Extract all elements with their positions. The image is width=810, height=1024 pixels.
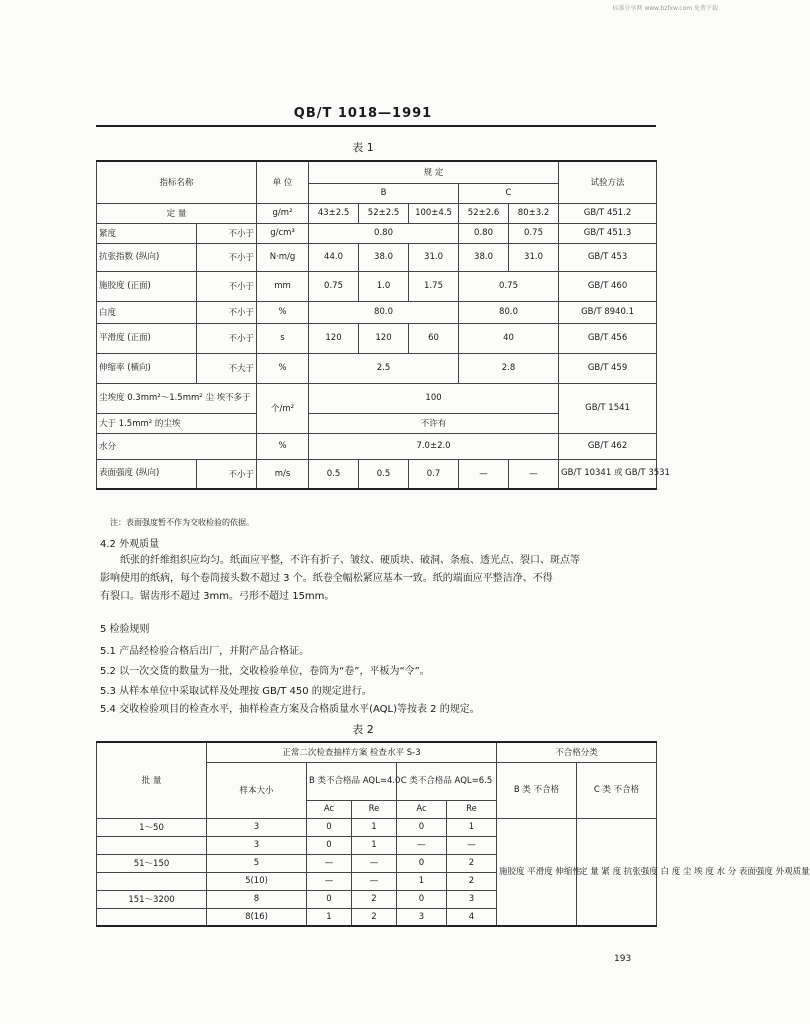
table-row: 水分 % 7.0±2.0 GB/T 462 (97, 433, 657, 459)
watermark: 标准分享网 www.bzfxw.com 免费下载 (612, 5, 718, 12)
table-row: 51～150 5 — — 0 2 (97, 854, 657, 872)
table-row: 151～3200 8 0 2 0 3 (97, 890, 657, 908)
th-batch: 批 量 (97, 742, 207, 818)
table-row: 3 0 1 — — (97, 836, 657, 854)
table1 (96, 160, 670, 490)
c-items: 定 量 紧 度 抗张强度 白 度 尘 埃 度 水 分 表面强度 外观质量 (577, 818, 657, 926)
th-c-nc: C 类不合格品 AQL=6.5 (397, 762, 497, 800)
th-nctype: 不合格分类 (497, 742, 657, 762)
section-title: 4.2 外观质量 (100, 539, 160, 550)
th-b-class: B 类 不合格 (497, 762, 577, 818)
table-row: 定 量 g/m² 43±2.5 52±2.5 100±4.5 52±2.6 80±3.2 GB/T 451.2 (97, 203, 657, 223)
paragraph: 纸张的纤维组织应均匀。纸面应平整，不许有折子、皱纹、硬质块、破洞、条痕、透光点、裂口、斑点等 (120, 555, 580, 566)
table-row: 白度 不小于 % 80.0 80.0 GB/T 8940.1 (97, 301, 657, 323)
clause-5-1: 5.1 产品经检验合格后出厂，并附产品合格证。 (100, 646, 310, 657)
table-row: 8(16) 1 2 3 4 (97, 908, 657, 926)
table-row: 平滑度 (正面) 不小于 s 120 120 60 40 GB/T 456 (97, 323, 657, 353)
section-title: 5 检验规则 (100, 624, 150, 635)
clause-5-3: 5.3 从样本单位中采取试样及处理按 GB/T 450 的规定进行。 (100, 686, 372, 697)
table1-caption: 表 1 (352, 141, 374, 154)
table-row: 紧度 不小于 g/cm³ 0.80 0.80 0.75 GB/T 451.3 (97, 223, 657, 243)
table-row: 伸缩率 (横向) 不大于 % 2.5 2.8 GB/T 459 (97, 353, 657, 383)
header-rule (96, 125, 656, 127)
paragraph: 有裂口。锯齿形不超过 3mm。弓形不超过 15mm。 (100, 591, 335, 602)
th-method: 试验方法 (559, 161, 657, 203)
b-items: 施胶度 平滑度 伸缩性 (497, 818, 577, 926)
table-row: 大于 1.5mm² 的尘埃 不许有 (97, 413, 657, 433)
th-plan: 正常二次检查抽样方案 检查水平 S-3 (207, 742, 497, 762)
th-grade-c: C (459, 183, 559, 203)
th-spec: 规 定 (309, 161, 559, 183)
table-row: 尘埃度 0.3mm²～1.5mm² 尘 埃不多于 个/m² 100 GB/T 1541 (97, 383, 657, 413)
table-row: 抗张指数 (纵向) 不小于 N·m/g 44.0 38.0 31.0 38.0 31.0 GB/T 453 (97, 243, 657, 271)
table2-caption: 表 2 (352, 723, 374, 736)
table-row: 表面强度 (纵向) 不小于 m/s 0.5 0.5 0.7 — — GB/T 10341 或 GB/T 3531 (97, 459, 657, 489)
table-row: 5(10) — — 1 2 (97, 872, 657, 890)
clause-5-2: 5.2 以一次交货的数量为一批，交收检验单位，卷筒为“卷”，平板为“令”。 (100, 666, 430, 677)
table2: 批 量 正常二次检查抽样方案 检查水平 S-3 不合格分类 样本大小 B 类不合格品 AQL=4.0 C 类不合格品 AQL=6.5 B 类 不合格 C 类 不合格 Ac Re Ac Re 1～50 3 0 1 0 1 施胶度 平滑度 伸缩性 定 量 紧 度 抗张强度 白 度 尘 埃 度 水 分 表面强度 外观质量 3 0 1 — — 51～150 5 — — 0 2 5(10) — — 1 2 151～3200 8 0 2 0 3 8(16) 1 2 3 4 (96, 741, 657, 927)
clause-5-4: 5.4 交收检验项目的检查水平，抽样检查方案及合格质量水平(AQL)等按表 2 的规定。 (100, 704, 480, 715)
paragraph: 影响使用的纸病，每个卷筒接头数不超过 3 个。纸卷全幅松紧应基本一致。纸的端面应平整洁净、不得 (100, 573, 553, 584)
th-name: 指标名称 (97, 161, 257, 203)
th-sample: 样本大小 (207, 762, 307, 818)
standard-header: QB/T 1018—1991 (293, 106, 433, 121)
th-unit: 单 位 (257, 161, 309, 203)
th-c-class: C 类 不合格 (577, 762, 657, 818)
th-grade-b: B (309, 183, 459, 203)
th-b-nc: B 类不合格品 AQL=4.0 (307, 762, 397, 800)
page-number: 193 (614, 954, 632, 964)
table-row: 施胶度 (正面) 不小于 mm 0.75 1.0 1.75 0.75 GB/T 460 (97, 271, 657, 301)
table-note: 注：表面强度暂不作为交收检验的依据。 (110, 518, 254, 527)
table-row: 1～50 3 0 1 0 1 施胶度 平滑度 伸缩性 定 量 紧 度 抗张强度 白 度 尘 埃 度 水 分 表面强度 外观质量 (97, 818, 657, 836)
